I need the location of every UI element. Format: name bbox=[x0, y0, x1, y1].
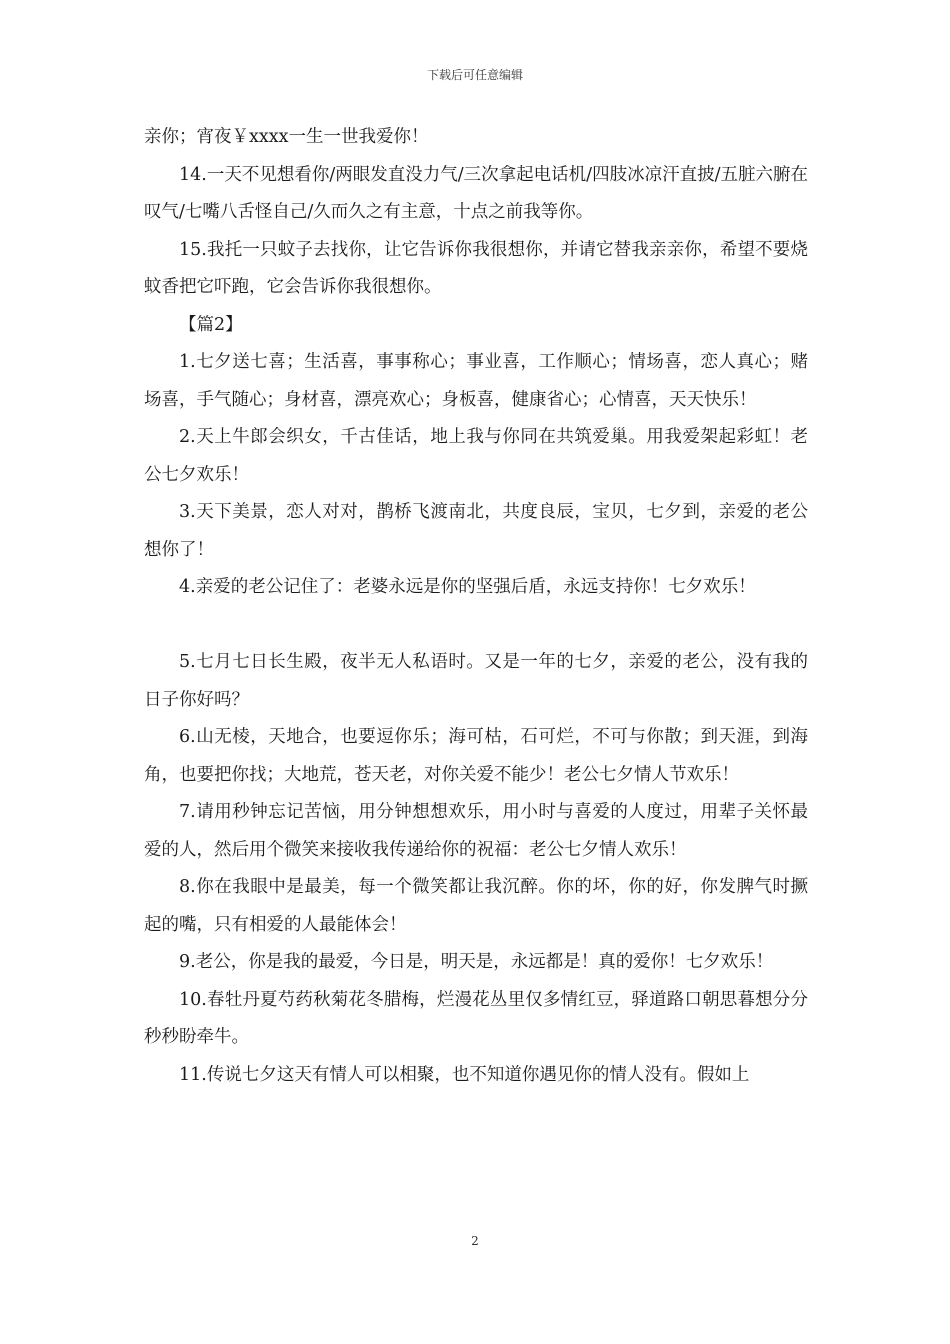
list-item: 10.春牡丹夏芍药秋菊花冬腊梅，烂漫花丛里仅多情红豆，驿道路口朝思暮想分分秒秒盼牵牛。 bbox=[144, 989, 808, 1047]
list-item: 3.天下美景，恋人对对，鹊桥飞渡南北，共度良辰，宝贝，七夕到，亲爱的老公想你了！ bbox=[144, 502, 808, 560]
paragraph-item-14: 14.一天不见想看你/两眼发直没力气/三次拿起电话机/四肢冰凉汗直披/五脏六腑在叹气/七嘴八舌怪自己/久而久之有主意，十点之前我等你。 bbox=[144, 164, 808, 222]
blank-line bbox=[144, 607, 808, 645]
list-item: 9.老公，你是我的最爱，今日是，明天是，永远都是！真的爱你！七夕欢乐！ bbox=[179, 952, 774, 972]
list-item: 7.请用秒钟忘记苦恼，用分钟想想欢乐，用小时与喜爱的人度过，用辈子关怀最爱的人，然后用个微笑来接收我传递给你的祝福：老公七夕情人欢乐！ bbox=[144, 802, 808, 860]
list-item: 8.你在我眼中是最美，每一个微笑都让我沉醉。你的坏，你的好，你发脾气时撅起的嘴，只有相爱的人最能体会！ bbox=[144, 877, 808, 935]
list-item: 1.七夕送七喜；生活喜，事事称心；事业喜，工作顺心；情场喜，恋人真心；赌场喜，手气随心；身材喜，漂亮欢心；身板喜，健康省心；心情喜，天天快乐！ bbox=[144, 352, 808, 410]
paragraph-continuation: 亲你；宵夜￥xxxx一生一世我爱你！ bbox=[144, 127, 429, 147]
list-item: 6.山无棱，天地合，也要逗你乐；海可枯，石可烂，不可与你散；到天涯，到海角，也要把你找；大地荒，苍天老，对你关爱不能少！老公七夕情人节欢乐！ bbox=[144, 727, 808, 785]
list-item: 4.亲爱的老公记住了：老婆永远是你的坚强后盾，永远支持你！七夕欢乐！ bbox=[179, 577, 756, 597]
section-title: 【篇2】 bbox=[179, 314, 243, 335]
list-item: 5.七月七日长生殿，夜半无人私语时。又是一年的七夕，亲爱的老公，没有我的日子你好吗？ bbox=[144, 652, 808, 710]
list-item: 11.传说七夕这天有情人可以相聚，也不知道你遇见你的情人没有。假如上 bbox=[179, 1064, 750, 1085]
page-header: 下载后可任意编辑 bbox=[426, 68, 523, 82]
document-body bbox=[144, 119, 808, 1094]
paragraph-item-15: 15.我托一只蚊子去找你，让它告诉你我很想你，并请它替我亲亲你，希望不要烧蚊香把它吓跑，它会告诉你我很想你。 bbox=[144, 239, 808, 297]
list-item: 2.天上牛郎会织女，千古佳话，地上我与你同在共筑爱巢。用我爱架起彩虹！老公七夕欢乐！ bbox=[144, 427, 808, 485]
page-number: 2 bbox=[471, 1234, 479, 1248]
